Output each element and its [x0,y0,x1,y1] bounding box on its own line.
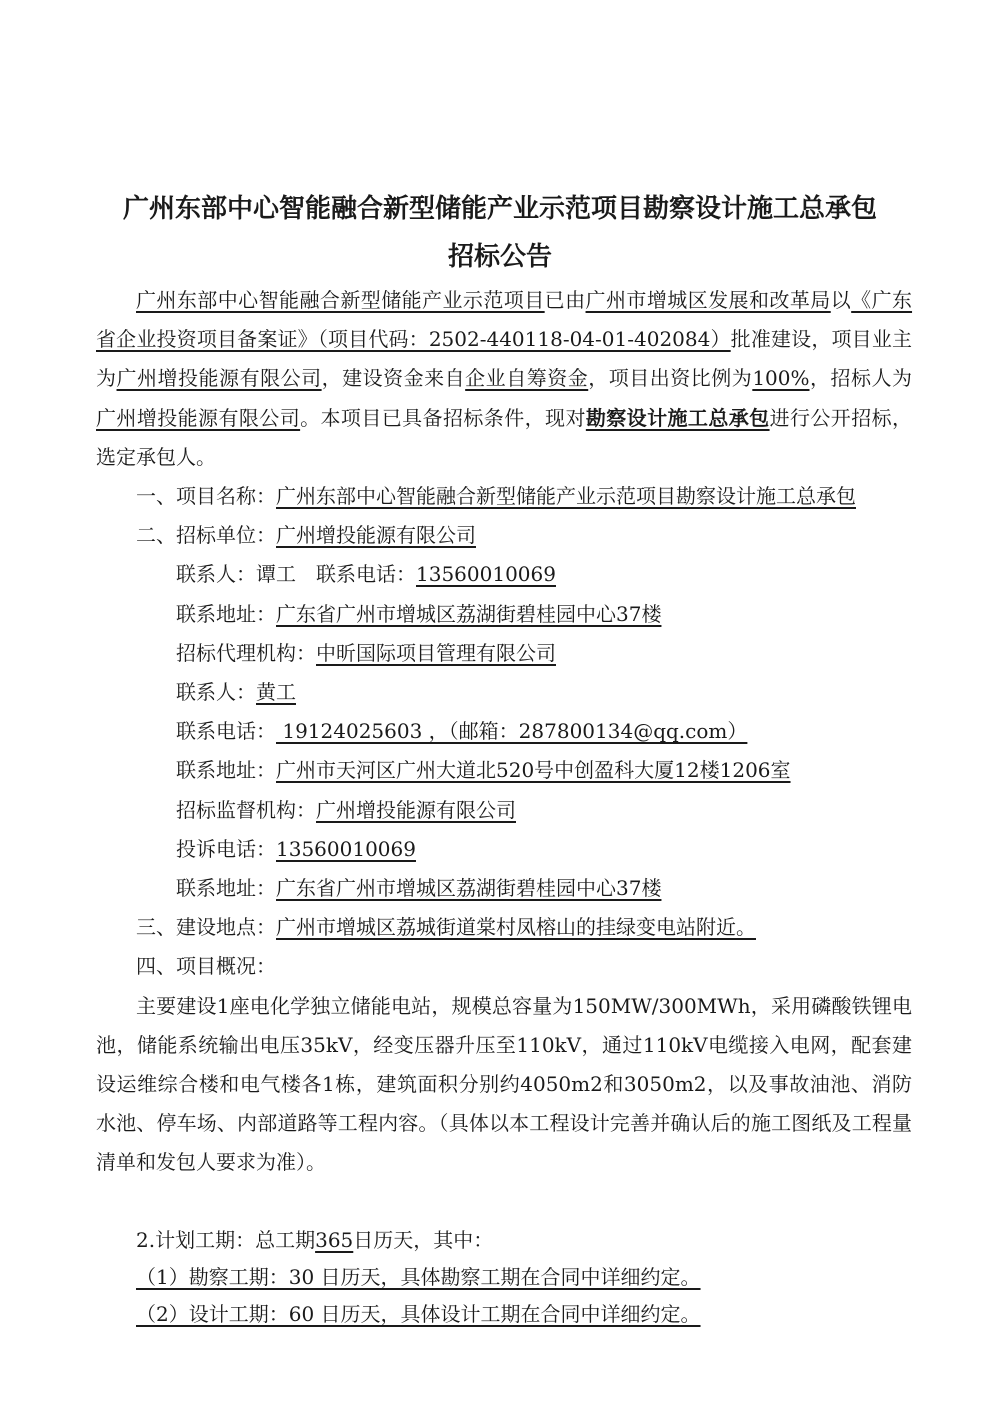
item-label: 联系人：谭工 联系电话： [176,562,416,587]
item-row [96,673,912,712]
overview-paragraph: 主要建设1座电化学独立储能电站，规模总容量为150MW/300MWh，采用磷酸铁锂电池，储能系统输出电压35kV，经变压器升压至110kV，通过110kV电缆接入电网，配套建设运维综合楼和电气楼各1栋，建筑面积分别约4050m2和3050m2，以及事故油池、消防水池、停车场、内部道路等工程内容。（具体以本工程设计完善并确认后的施工图纸及工程量清单和发包人要求为准）。 [96,993,912,1175]
item-label: 联系地址： [176,758,276,783]
text: 。本项目已具备招标条件，现对 [300,405,586,430]
item-row [96,477,912,516]
item-label: 投诉电话： [176,836,276,861]
item-label: 招标监督机构： [176,797,316,822]
item-row [96,595,912,634]
spacer [96,1183,912,1222]
item-label: 三、建设地点： [136,915,276,940]
project-name: 广州东部中心智能融合新型储能产业示范项目 [136,288,545,312]
design-period-text: （2）设计工期：60 日历天，具体设计工期在合同中详细约定。 [136,1301,701,1326]
item-row [96,908,912,947]
item-row [96,516,912,555]
item-value: 13560010069 [416,562,556,587]
schedule-suffix: 日历天，其中： [353,1227,494,1252]
survey-period [96,1259,912,1296]
text: 以 [830,288,852,312]
approver: 广州市增城区发展和改革局 [585,288,831,312]
item-value: 13560010069 [276,836,416,861]
design-period [96,1296,912,1333]
scope: 勘察设计施工总承包 [585,405,770,430]
text: 已由 [544,288,586,312]
schedule-days: 365 [315,1227,354,1252]
schedule-line [96,1222,912,1259]
item-list [96,477,912,987]
item-label: 联系人： [176,680,256,705]
item-value: 中昕国际项目管理有限公司 [316,640,556,665]
item-value: 广州市增城区荔城街道棠村凤榕山的挂绿变电站附近。 [276,915,756,940]
item-value: 广东省广州市增城区荔湖街碧桂园中心37楼 [276,601,662,626]
document-subtitle: 招标公告 [447,242,552,272]
text: ，项目出资比例为 [588,366,753,391]
item-row [96,751,912,790]
item-label: 四、项目概况： [136,954,276,979]
text: 批准建设，项目业主为 [96,327,912,391]
item-label: 招标代理机构： [176,640,316,665]
intro-paragraph [96,281,912,477]
item-label: 二、招标单位： [136,523,276,548]
tenderer: 广州增投能源有限公司 [96,405,301,430]
item-value: 广州增投能源有限公司 [316,797,516,822]
document-title: 广州东部中心智能融合新型储能产业示范项目勘察设计施工总承包 [122,194,877,224]
item-row [96,712,912,751]
item-row [96,947,912,986]
item-value: 广东省广州市增城区荔湖街碧桂园中心37楼 [276,876,662,901]
item-value: 广州市天河区广州大道北520号中创盈科大厦12楼1206室 [276,758,791,783]
schedule-prefix: 2.计划工期：总工期 [136,1227,316,1252]
owner: 广州增投能源有限公司 [116,366,322,391]
item-value: 广州东部中心智能融合新型储能产业示范项目勘察设计施工总承包 [276,484,856,509]
item-label: 联系地址： [176,601,276,626]
item-row [96,634,912,673]
item-row [96,830,912,869]
ratio: 100% [752,366,810,391]
item-row [96,555,912,594]
item-value: 黄工 [256,680,296,705]
certificate: 《广东省企业投资项目备案证》（项目代码：2502-440118-04-01-402084） [96,288,913,352]
item-row [96,869,912,908]
item-row [96,791,912,830]
survey-period-text: （1）勘察工期：30 日历天，具体勘察工期在合同中详细约定。 [136,1264,701,1289]
item-value: 19124025603 ，（邮箱：287800134@qq.com） [276,719,748,744]
document-body [96,281,912,1333]
item-label: 联系地址： [176,876,276,901]
text: 进行公开招标，选定承包人。 [96,405,913,469]
item-label: 一、项目名称： [136,484,276,509]
item-label: 联系电话： [176,719,276,744]
item-value: 广州增投能源有限公司 [276,523,476,548]
funding: 企业自筹资金 [465,366,589,391]
text: ，建设资金来自 [321,366,466,391]
text: ，招标人为 [809,366,913,391]
